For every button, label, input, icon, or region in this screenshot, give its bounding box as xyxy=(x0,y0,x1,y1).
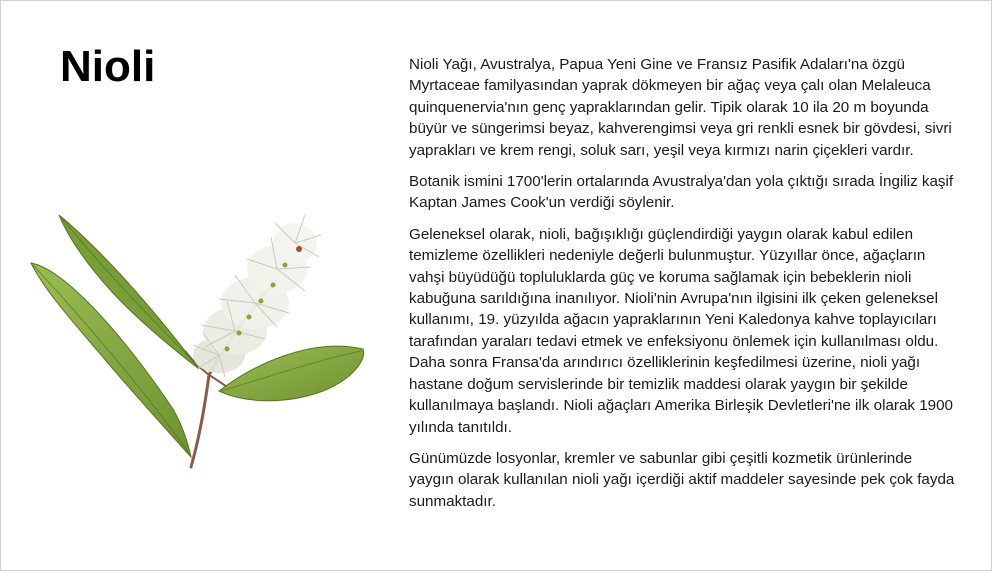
nioli-branch-illustration xyxy=(23,199,375,471)
page-title: Nioli xyxy=(60,42,156,91)
paragraph-traditional-use: Geleneksel olarak, nioli, bağışıklığı güçlendirdiği yaygın olarak kabul edilen temizleme özellikleri nedeniyle değerli bulunmuştur. Yüzyıllar önce, ağaçların vahşi büyüdüğü topluluklarda güç ve koruma sağlamak için bebeklerin nioli kabuğuna sarıldığına inanılıyor. Nioli'nin Avrupa'nın ilgisini ilk çeken geleneksel kullanımı, 19. yüzyılda ağacın yapraklarının Yeni Kaledonya kahve toplayıcıları tarafından yaraları tedavi etmek ve enfeksiyonu önlemek için kullanılması oldu. Daha sonra Fransa'da arındırıcı özelliklerinin keşfedilmesi üzerine, nioli yağı hastane doğum servislerinde bir temizlik maddesi olarak yaygın bir şekilde kullanılmaya başlandı. Nioli ağaçları Amerika Birleşik Devletleri'ne ilk olarak 1900 yılında tanıtıldı. xyxy=(409,225,953,436)
description-text xyxy=(409,54,961,522)
paragraph-name-history: Botanik ismini 1700'lerin ortalarında Avustralya'dan yola çıktığı sırada İngiliz kaşif Kaptan James Cook'un verdiği söylenir. xyxy=(409,173,954,212)
paragraph-origin: Nioli Yağı, Avustralya, Papua Yeni Gine ve Fransız Pasifik Adaları'na özgü Myrtaceae familyasından yaprak dökmeyen bir ağaç veya çalı olan Melaleuca quinquenervia'nın genç yapraklarından gelir. Tipik olarak 10 ila 20 m boyunda büyür ve süngerimsi beyaz, kahverengimsi veya gri renkli esnek bir gövdesi, sivri yaprakları ve krem rengi, soluk sarı, yeşil veya kırmızı narin çiçekleri vardır. xyxy=(409,56,952,159)
stem xyxy=(191,375,209,467)
leaf-long-left xyxy=(31,263,191,457)
paragraph-modern-use: Günümüzde losyonlar, kremler ve sabunlar gibi çeşitli kozmetik ürünlerinde yaygın olarak kullanılan nioli yağı içerdiği aktif maddeler sayesinde pek çok fayda sunmaktadır. xyxy=(409,449,955,510)
